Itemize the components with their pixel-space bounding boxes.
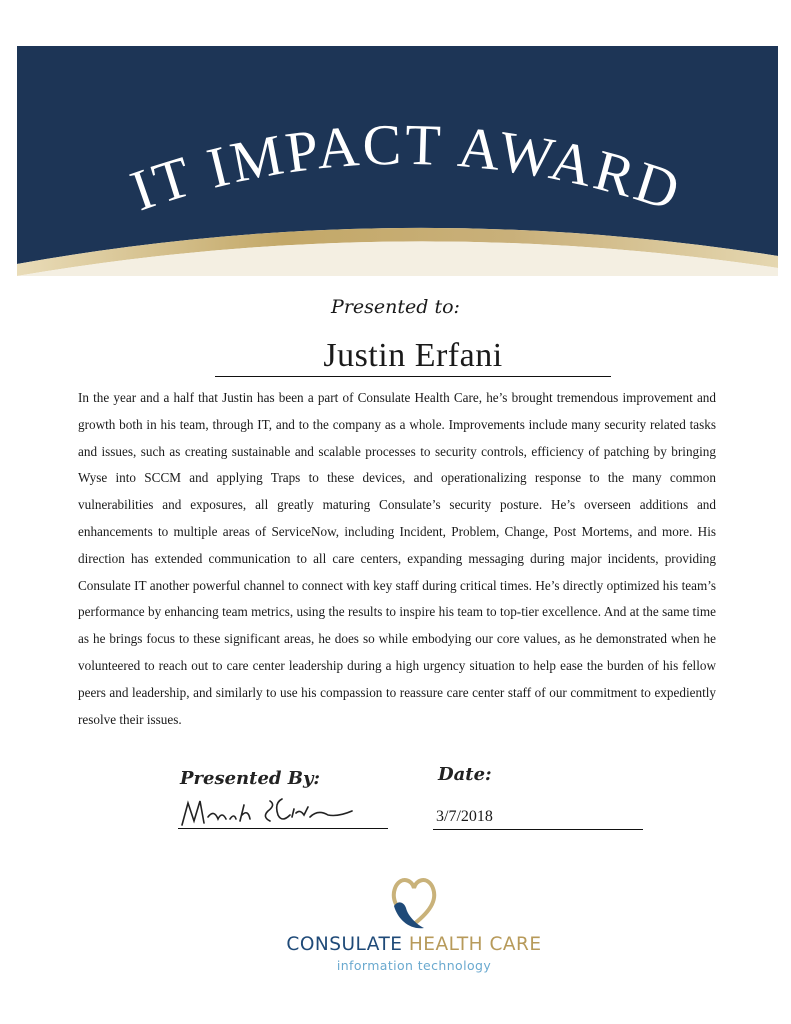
presented-to-label: Presented to:: [331, 296, 460, 318]
citation-text: In the year and a half that Justin has been a part of Consulate Health Care, he’s brought tremendous improvement and growth both in his team, through IT, and to the company as a whole. Improvements include many security related tasks and issues, such as creating sustainable and scalable processes to security controls, efficiency of patching by bringing Wyse into SCCM and applying Traps to these devices, and operationalizing response to the many common vulnerabilities and exposures, all greatly maturing Consulate’s security posture. He’s overseen additions and enhancements to multiple areas of ServiceNow, including Incident, Problem, Change, Post Mortems, and more. His direction has extended communication to all care centers, expanding messaging during major incidents, providing Consulate IT another powerful channel to connect with key staff during critical times. He’s directly optimized his team’s performance by enhancing team metrics, using the results to inspire his team to top-tier excellence. And at the same time as he brings focus to these significant areas, he does so while embodying our core values, as he demonstrated when he volunteered to reach out to care center leadership during a high urgency situation to help ease the burden of his fellow peers and leadership, and similarly to use his compassion to reassure care center staff of our commitment to expediently resolve their issues.: [78, 390, 716, 727]
date-label: Date:: [438, 764, 492, 785]
signature-line: [178, 828, 388, 829]
logo-wordmark: [286, 934, 542, 955]
banner-title: IT IMPACT AWARD: [122, 111, 690, 225]
presented-by-label: Presented By:: [180, 768, 321, 789]
logo-name-part2: HEALTH CARE: [408, 934, 542, 955]
date-value: 3/7/2018: [436, 808, 493, 825]
handwritten-signature: [178, 795, 358, 836]
date-line: [433, 829, 643, 830]
recipient-name: Justin Erfani: [215, 336, 611, 377]
award-banner: [17, 46, 778, 276]
heart-hand-icon: [388, 872, 440, 932]
logo-subtitle: information technology: [336, 958, 492, 973]
banner-graphic: [17, 46, 778, 276]
company-logo: [286, 872, 542, 980]
logo-name-part1: CONSULATE: [286, 934, 403, 955]
